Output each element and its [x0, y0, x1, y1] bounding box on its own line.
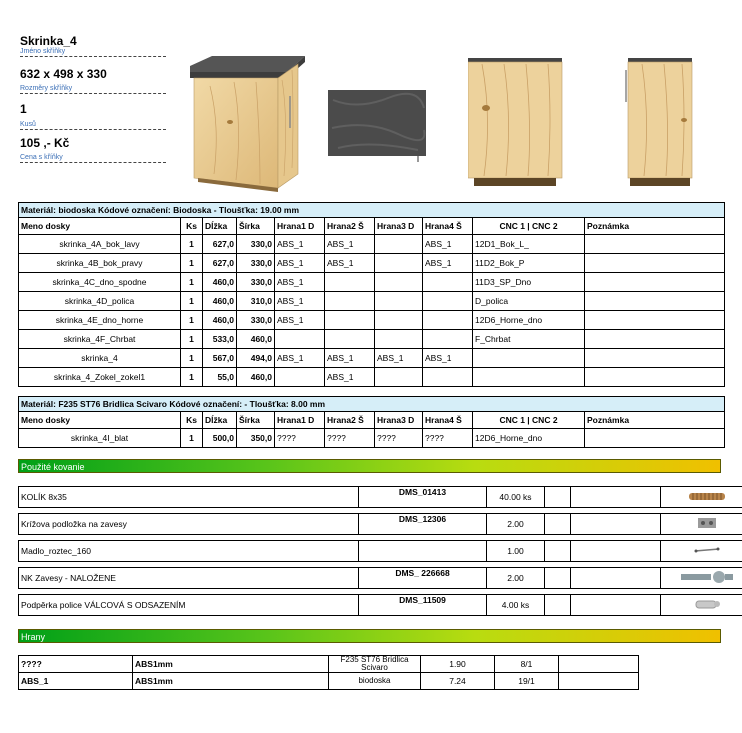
column-header: Hrana2 Š	[325, 218, 375, 235]
table-cell	[325, 311, 375, 330]
hardware-image-cell	[661, 568, 742, 589]
table-cell	[585, 254, 725, 273]
column-header: Dĺžka	[203, 412, 237, 429]
table-cell	[585, 368, 725, 387]
hinge-plate-icon	[692, 523, 722, 533]
handle-icon	[692, 547, 722, 557]
hardware-image-cell	[661, 514, 742, 535]
hardware-qty: 40.00 ks	[487, 487, 545, 508]
table-cell: 1	[181, 273, 203, 292]
hardware-row	[19, 487, 742, 508]
hardware-name: NK Zavesy - NALOŽENE	[19, 568, 359, 589]
table-cell	[375, 330, 423, 349]
hardware-table	[18, 486, 742, 616]
table-cell: ABS_1	[423, 254, 473, 273]
table-row	[19, 311, 725, 330]
table-cell: 12D6_Horne_dno	[473, 429, 585, 448]
table-cell: skrinka_4E_dno_horne	[19, 311, 181, 330]
hardware-qty: 2.00	[487, 514, 545, 535]
table-cell: 627,0	[203, 235, 237, 254]
hardware-row	[19, 541, 742, 562]
table-cell: skrinka_4	[19, 349, 181, 368]
table-cell	[375, 235, 423, 254]
hardware-code: DMS_11509	[359, 595, 487, 616]
column-header: Šírka	[237, 218, 275, 235]
table-cell: 460,0	[237, 330, 275, 349]
table-cell	[375, 292, 423, 311]
table-cell: 533,0	[203, 330, 237, 349]
table-cell	[585, 349, 725, 368]
table-cell: F_Chrbat	[473, 330, 585, 349]
table-cell: ABS_1	[325, 254, 375, 273]
edge-row	[19, 656, 639, 673]
table-cell: 11D3_SP_Dno	[473, 273, 585, 292]
edge-cell: ABS1mm	[133, 656, 329, 673]
hardware-name: Krížova podložka na zavesy	[19, 514, 359, 535]
hardware-row	[19, 514, 742, 535]
table-cell: 350,0	[237, 429, 275, 448]
table-cell	[423, 273, 473, 292]
hardware-empty-cell	[571, 487, 661, 508]
table-cell: ABS_1	[423, 235, 473, 254]
cabinet-count: 1	[20, 102, 27, 116]
table-cell	[585, 273, 725, 292]
column-header: Poznámka	[585, 412, 725, 429]
table-cell: 627,0	[203, 254, 237, 273]
hardware-empty-cell	[545, 568, 571, 589]
hardware-empty-cell	[545, 487, 571, 508]
table-row	[19, 254, 725, 273]
cabinet-side-image	[624, 58, 694, 188]
table-cell: ABS_1	[275, 254, 325, 273]
hardware-code: DMS_01413	[359, 487, 487, 508]
table-cell	[473, 368, 585, 387]
table-cell	[375, 368, 423, 387]
material2-table	[18, 396, 725, 448]
table-cell: skrinka_4C_dno_spodne	[19, 273, 181, 292]
table-cell: 1	[181, 368, 203, 387]
hardware-empty-cell	[571, 595, 661, 616]
edges-section-bar: Hrany	[18, 629, 721, 643]
column-header: Meno dosky	[19, 412, 181, 429]
shelf-support-icon	[692, 604, 722, 614]
table-cell: 330,0	[237, 273, 275, 292]
hardware-name: Madlo_roztec_160	[19, 541, 359, 562]
table-cell	[325, 292, 375, 311]
column-header: Dĺžka	[203, 218, 237, 235]
column-header: CNC 1 | CNC 2	[473, 412, 585, 429]
table-cell: ABS_1	[275, 311, 325, 330]
table-cell: skrinka_4F_Chrbat	[19, 330, 181, 349]
column-header: Hrana1 D	[275, 218, 325, 235]
table-cell	[325, 330, 375, 349]
table-cell: 1	[181, 235, 203, 254]
table-cell: ABS_1	[325, 349, 375, 368]
column-header: Ks	[181, 412, 203, 429]
table-cell: ????	[423, 429, 473, 448]
column-header: Hrana4 Š	[423, 218, 473, 235]
table-cell	[585, 235, 725, 254]
hardware-qty: 4.00 ks	[487, 595, 545, 616]
table-cell: ????	[275, 429, 325, 448]
cabinet-dimensions-label: Rozměry skříňky	[20, 85, 73, 92]
hardware-empty-cell	[571, 514, 661, 535]
table-row	[19, 429, 725, 448]
cabinet-name: Skrinka_4	[20, 34, 77, 48]
table-cell	[585, 429, 725, 448]
edge-cell	[559, 656, 639, 673]
table-cell	[423, 311, 473, 330]
column-header: Poznámka	[585, 218, 725, 235]
table-cell: 1	[181, 292, 203, 311]
table-cell: 12D6_Horne_dno	[473, 311, 585, 330]
table-cell: 1	[181, 254, 203, 273]
hardware-empty-cell	[571, 568, 661, 589]
table-row	[19, 368, 725, 387]
hardware-code: DMS_12306	[359, 514, 487, 535]
hardware-qty: 2.00	[487, 568, 545, 589]
table-cell: 460,0	[203, 292, 237, 311]
table-cell: 330,0	[237, 254, 275, 273]
table-cell	[423, 330, 473, 349]
hardware-row	[19, 568, 742, 589]
table-cell: 12D1_Bok_L_	[473, 235, 585, 254]
table-cell	[375, 254, 423, 273]
edge-cell: F235 ST76 Bridlica Scivaro	[329, 656, 421, 673]
table-row	[19, 235, 725, 254]
edge-cell: 7.24	[421, 673, 495, 690]
table-cell	[585, 311, 725, 330]
table-cell	[423, 368, 473, 387]
edge-row	[19, 673, 639, 690]
hardware-empty-cell	[545, 595, 571, 616]
cabinet-front-image	[468, 58, 564, 188]
table-cell: skrinka_4I_blat	[19, 429, 181, 448]
table-row	[19, 273, 725, 292]
table-cell: ABS_1	[275, 235, 325, 254]
table-row	[19, 349, 725, 368]
edge-cell: 1.90	[421, 656, 495, 673]
table-cell	[375, 311, 423, 330]
hardware-section-bar: Použité kovanie	[18, 459, 721, 473]
hardware-image-cell	[661, 487, 742, 508]
table-cell: skrinka_4A_bok_lavy	[19, 235, 181, 254]
column-header: Hrana4 Š	[423, 412, 473, 429]
hardware-empty-cell	[545, 541, 571, 562]
table-cell: skrinka_4D_polica	[19, 292, 181, 311]
hinge-icon	[679, 577, 735, 587]
edge-cell: ????	[19, 656, 133, 673]
table-row	[19, 292, 725, 311]
table-cell: 11D2_Bok_P	[473, 254, 585, 273]
column-header: Hrana2 Š	[325, 412, 375, 429]
table-cell: D_polica	[473, 292, 585, 311]
hardware-qty: 1.00	[487, 541, 545, 562]
table-cell: ????	[325, 429, 375, 448]
table-cell	[423, 292, 473, 311]
hardware-name: Podpěrka police VÁLCOVÁ S ODSAZENÍM	[19, 595, 359, 616]
table-cell	[275, 368, 325, 387]
edge-cell: 19/1	[495, 673, 559, 690]
column-header: Meno dosky	[19, 218, 181, 235]
worktop-image	[328, 90, 428, 162]
cabinet-name-label: Jméno skříňky	[20, 48, 66, 55]
table-cell: 567,0	[203, 349, 237, 368]
column-header: Hrana3 D	[375, 218, 423, 235]
table-cell: ABS_1	[275, 349, 325, 368]
cabinet-info	[20, 34, 166, 163]
table-cell: ABS_1	[325, 368, 375, 387]
table-cell: 500,0	[203, 429, 237, 448]
table-cell: 1	[181, 330, 203, 349]
cabinet-3d-image	[190, 56, 310, 194]
cabinet-dimensions: 632 x 498 x 330	[20, 67, 107, 81]
hardware-code: DMS_ 226668	[359, 568, 487, 589]
column-header: Šírka	[237, 412, 275, 429]
table-cell: skrinka_4_Zokel_zokel1	[19, 368, 181, 387]
table-cell	[473, 349, 585, 368]
table-cell: ABS_1	[275, 273, 325, 292]
column-header: CNC 1 | CNC 2	[473, 218, 585, 235]
table-cell: 310,0	[237, 292, 275, 311]
hardware-code	[359, 541, 487, 562]
table-cell: skrinka_4B_bok_pravy	[19, 254, 181, 273]
material2-header: Materiál: F235 ST76 Bridlica Scivaro Kódové označení: - Tloušťka: 8.00 mm	[19, 397, 725, 412]
table-cell: ABS_1	[325, 235, 375, 254]
material1-header: Materiál: biodoska Kódové označení: Biodoska - Tloušťka: 19.00 mm	[19, 203, 725, 218]
table-cell: 330,0	[237, 235, 275, 254]
table-cell	[585, 330, 725, 349]
column-header: Hrana3 D	[375, 412, 423, 429]
cabinet-price: 105 ,- Kč	[20, 136, 70, 150]
table-cell	[325, 273, 375, 292]
table-cell: ABS_1	[375, 349, 423, 368]
table-cell: 1	[181, 349, 203, 368]
table-cell: 1	[181, 311, 203, 330]
dowel-icon	[687, 495, 727, 505]
hardware-name: KOLÍK 8x35	[19, 487, 359, 508]
table-cell: 330,0	[237, 311, 275, 330]
material1-table	[18, 202, 725, 387]
table-cell: 494,0	[237, 349, 275, 368]
table-cell	[585, 292, 725, 311]
table-cell: ????	[375, 429, 423, 448]
edge-cell: biodoska	[329, 673, 421, 690]
cabinet-count-label: Kusů	[20, 121, 36, 128]
table-cell: ABS_1	[275, 292, 325, 311]
table-cell	[275, 330, 325, 349]
table-cell: 1	[181, 429, 203, 448]
edge-cell: ABS_1	[19, 673, 133, 690]
edge-cell: 8/1	[495, 656, 559, 673]
hardware-empty-cell	[545, 514, 571, 535]
column-header: Ks	[181, 218, 203, 235]
table-cell: 460,0	[203, 311, 237, 330]
hardware-empty-cell	[571, 541, 661, 562]
table-cell: 55,0	[203, 368, 237, 387]
column-header: Hrana1 D	[275, 412, 325, 429]
table-cell: ABS_1	[423, 349, 473, 368]
edges-table	[18, 655, 639, 690]
table-row	[19, 330, 725, 349]
hardware-image-cell	[661, 541, 742, 562]
table-cell: 460,0	[203, 273, 237, 292]
table-cell: 460,0	[237, 368, 275, 387]
hardware-row	[19, 595, 742, 616]
edge-cell: ABS1mm	[133, 673, 329, 690]
hardware-image-cell	[661, 595, 742, 616]
table-cell	[375, 273, 423, 292]
edge-cell	[559, 673, 639, 690]
cabinet-price-label: Cena s kříňky	[20, 154, 63, 161]
